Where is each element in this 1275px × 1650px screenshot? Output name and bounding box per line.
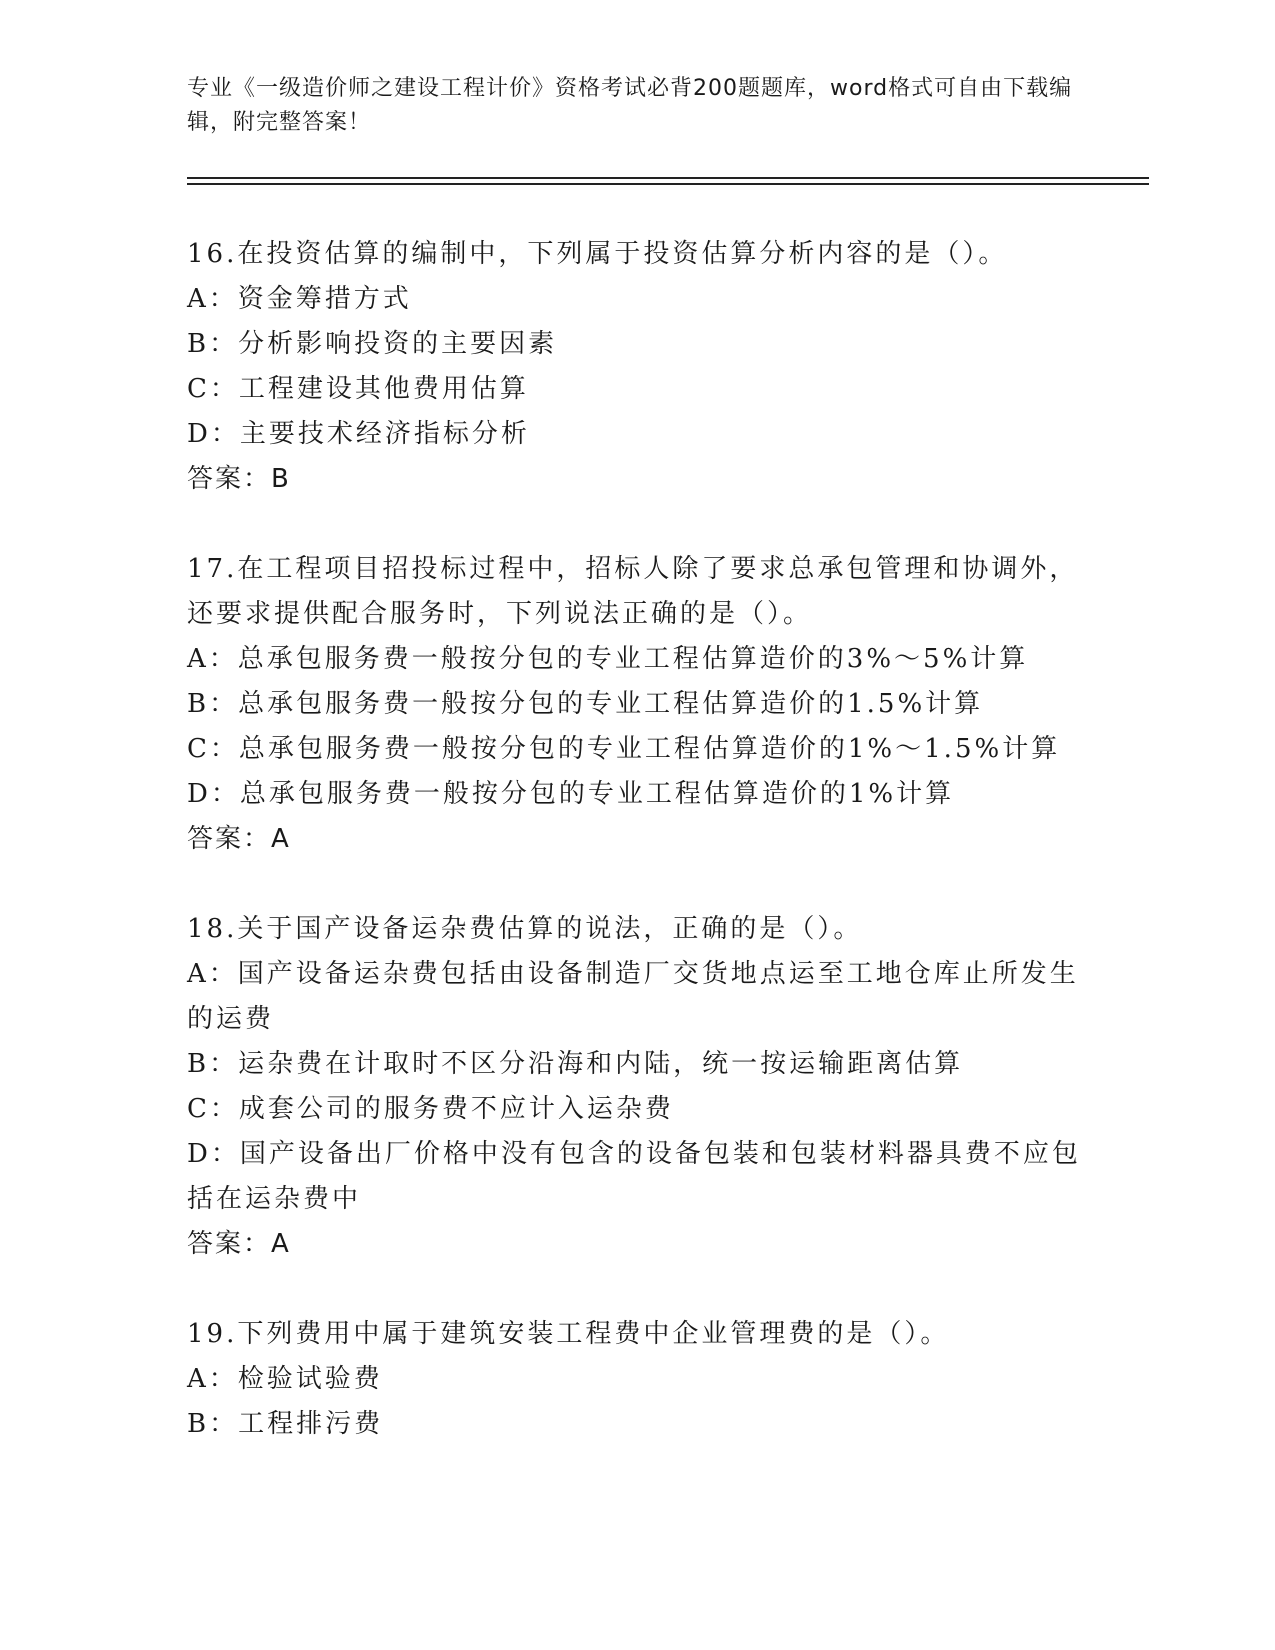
answer-option: C：成套公司的服务费不应计入运杂费 [187, 1094, 674, 1124]
question-list [187, 232, 1087, 1492]
answer-option: C：工程建设其他费用估算 [187, 374, 529, 404]
answer-option: D：总承包服务费一般按分包的专业工程估算造价的1%计算 [187, 779, 955, 809]
answer-option: A：资金筹措方式 [187, 284, 412, 314]
answer-option: D：国产设备出厂价格中没有包含的设备包装和包装材料器具费不应包 [187, 1139, 1081, 1169]
answer-option: B：分析影响投资的主要因素 [187, 329, 558, 359]
question-stem: 还要求提供配合服务时，下列说法正确的是（）。 [187, 599, 813, 629]
answer-option: B：工程排污费 [187, 1409, 384, 1439]
answer-key: 答案：B [187, 464, 291, 494]
answer-option: B：总承包服务费一般按分包的专业工程估算造价的1.5%计算 [187, 689, 984, 719]
question-stem: 16.在投资估算的编制中，下列属于投资估算分析内容的是（）。 [187, 239, 1008, 269]
answer-option: C：总承包服务费一般按分包的专业工程估算造价的1%～1.5%计算 [187, 734, 1061, 764]
answer-option: A：检验试验费 [187, 1364, 383, 1394]
answer-option: 括在运杂费中 [187, 1184, 362, 1214]
document-header: 专业《一级造价师之建设工程计价》资格考试必背200题题库，word格式可自由下载编辑，附完整答案！ [187, 76, 1073, 135]
question-block [187, 1312, 1087, 1447]
answer-key: 答案：A [187, 824, 291, 854]
answer-option: A：国产设备运杂费包括由设备制造厂交货地点运至工地仓库止所发生 [187, 959, 1079, 989]
answer-option: A：总承包服务费一般按分包的专业工程估算造价的3%～5%计算 [187, 644, 1029, 674]
answer-option: D：主要技术经济指标分析 [187, 419, 530, 449]
answer-key: 答案：A [187, 1229, 291, 1259]
question-block [187, 907, 1087, 1267]
header-divider-top [187, 177, 1149, 179]
question-stem: 18.关于国产设备运杂费估算的说法，正确的是（）。 [187, 914, 863, 944]
answer-option: 的运费 [187, 1004, 275, 1034]
question-stem: 17.在工程项目招投标过程中，招标人除了要求总承包管理和协调外， [187, 554, 1079, 584]
answer-option: B：运杂费在计取时不区分沿海和内陆，统一按运输距离估算 [187, 1049, 964, 1079]
question-block [187, 547, 1087, 862]
header-divider-bottom [187, 183, 1149, 185]
question-stem: 19.下列费用中属于建筑安装工程费中企业管理费的是（）。 [187, 1319, 950, 1349]
question-block [187, 232, 1087, 502]
